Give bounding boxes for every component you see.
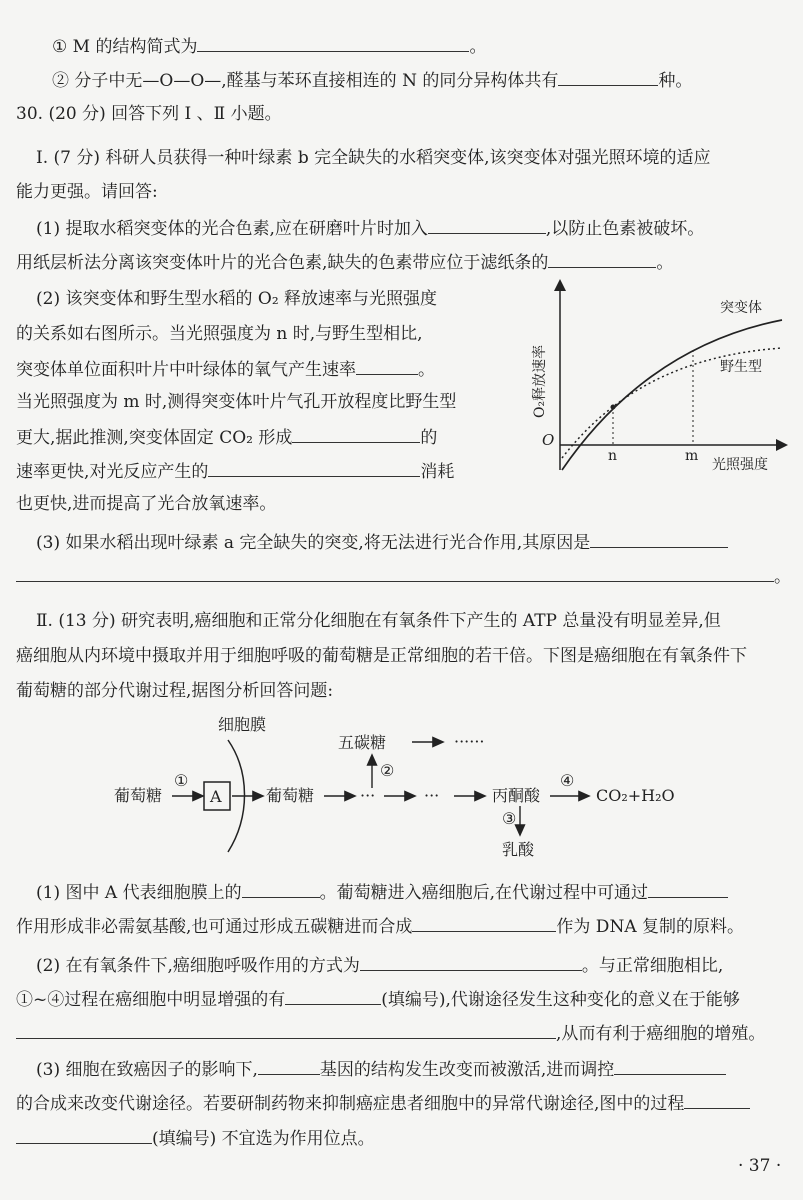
part2-intro-cont: 癌细胞从内环境中摄取并用于细胞呼吸的葡萄糖是正常细胞的若干倍。下图是癌细胞在有氧条件下 bbox=[16, 646, 747, 666]
line-text: ① M 的结构简式为 bbox=[52, 37, 198, 57]
t-question-1 bbox=[36, 880, 728, 904]
metabolic-pathway-diagram bbox=[100, 712, 700, 862]
answer-blank[interactable] bbox=[558, 68, 658, 86]
line-text: 的合成来改变代谢途径。若要研制药物来抑制癌症患者细胞中的异常代谢途径,图中的过程 bbox=[16, 1094, 685, 1114]
line-text: 。 bbox=[469, 37, 487, 57]
line-text: 消耗 bbox=[420, 462, 455, 482]
step-2-label: ② bbox=[380, 761, 395, 780]
sub-question-2-line bbox=[16, 425, 437, 449]
line-text: 种。 bbox=[658, 71, 693, 91]
question-line-1 bbox=[52, 34, 486, 58]
o2-release-graph bbox=[520, 270, 795, 480]
line-text: ② 分子中无—O—O—,醛基与苯环直接相连的 N 的同分异构体共有 bbox=[52, 71, 559, 91]
line-text: (2) 在有氧条件下,癌细胞呼吸作用的方式为 bbox=[36, 956, 360, 976]
tick-m: m bbox=[685, 448, 699, 464]
line-text: 速率更快,对光反应产生的 bbox=[16, 462, 209, 482]
line-text: (1) 图中 A 代表细胞膜上的 bbox=[36, 883, 242, 903]
part2-intro-cont: 葡萄糖的部分代谢过程,据图分析回答问题: bbox=[16, 681, 334, 701]
pentose-label: 五碳糖 bbox=[338, 733, 387, 752]
answer-blank[interactable] bbox=[648, 880, 728, 898]
answer-blank[interactable] bbox=[590, 530, 728, 548]
answer-blank[interactable] bbox=[285, 987, 381, 1005]
sub-question-2-line: 的关系如右图所示。当光照强度为 n 时,与野生型相比, bbox=[16, 324, 423, 344]
t-question-2 bbox=[36, 953, 723, 977]
answer-blank[interactable] bbox=[360, 953, 582, 971]
question-line-2 bbox=[52, 68, 692, 92]
line-text: 的 bbox=[420, 428, 438, 448]
products-label: CO₂+H₂O bbox=[596, 786, 675, 805]
line-text: 。与正常细胞相比, bbox=[581, 956, 724, 976]
sub-question-1 bbox=[36, 216, 704, 240]
origin-label: O bbox=[542, 431, 555, 449]
sub-question-2-line: 也更快,进而提高了光合放氧速率。 bbox=[16, 494, 277, 514]
line-text: 基因的结构发生改变而被激活,进而调控 bbox=[319, 1060, 615, 1080]
line-text: (填编号),代谢途径发生这种变化的意义在于能够 bbox=[381, 990, 740, 1010]
answer-blank[interactable] bbox=[684, 1091, 750, 1109]
answer-blank[interactable] bbox=[16, 1021, 556, 1039]
answer-blank[interactable] bbox=[614, 1057, 726, 1075]
question-30-heading: 30. (20 分) 回答下列 Ⅰ 、Ⅱ 小题。 bbox=[16, 104, 282, 124]
sub-question-3-cont bbox=[16, 564, 791, 588]
t-question-1-cont bbox=[16, 914, 744, 938]
line-text: 作用形成非必需氨基酸,也可通过形成五碳糖进而合成 bbox=[16, 917, 413, 937]
x-axis-label: 光照强度 bbox=[712, 457, 768, 473]
line-text: (3) 细胞在致癌因子的影响下, bbox=[36, 1060, 258, 1080]
sub-question-2-line: 当光照强度为 m 时,测得突变体叶片气孔开放程度比野生型 bbox=[16, 392, 457, 412]
line-text: (1) 提取水稻突变体的光合色素,应在研磨叶片时加入 bbox=[36, 219, 428, 239]
t-question-2-cont bbox=[16, 1021, 765, 1045]
line-text: ①~④过程在癌细胞中明显增强的有 bbox=[16, 990, 286, 1010]
line-text: (填编号) 不宜选为作用位点。 bbox=[152, 1129, 375, 1149]
sub-question-2: (2) 该突变体和野生型水稻的 O₂ 释放速率与光照强度 bbox=[36, 289, 438, 309]
pyruvate-label: 丙酮酸 bbox=[492, 786, 541, 805]
page-number: · 37 · bbox=[738, 1156, 782, 1176]
line-text: 。 bbox=[774, 567, 791, 587]
t-question-3-cont bbox=[16, 1126, 375, 1150]
line-text: (3) 如果水稻出现叶绿素 a 完全缺失的突变,将无法进行光合作用,其原因是 bbox=[36, 533, 591, 553]
y-axis-label: O₂释放速率 bbox=[532, 344, 548, 418]
answer-blank[interactable] bbox=[242, 880, 320, 898]
step-3-label: ③ bbox=[502, 809, 517, 828]
t-question-3 bbox=[36, 1057, 726, 1081]
answer-blank[interactable] bbox=[208, 459, 420, 477]
answer-blank[interactable] bbox=[16, 1126, 152, 1144]
line-text: 突变体单位面积叶片中叶绿体的氧气产生速率 bbox=[16, 360, 356, 380]
line-text: 。葡萄糖进入癌细胞后,在代谢过程中可通过 bbox=[319, 883, 648, 903]
line-text: 。 bbox=[418, 360, 435, 380]
answer-blank[interactable] bbox=[258, 1057, 320, 1075]
part1-intro: Ⅰ. (7 分) 科研人员获得一种叶绿素 b 完全缺失的水稻突变体,该突变体对强光照环境的适应 bbox=[36, 148, 711, 168]
wild-type-label: 野生型 bbox=[720, 359, 762, 375]
answer-blank[interactable] bbox=[548, 250, 656, 268]
part1-intro-cont: 能力更强。请回答: bbox=[16, 182, 158, 202]
transporter-label: A bbox=[210, 787, 222, 806]
line-text: 作为 DNA 复制的原料。 bbox=[556, 917, 744, 937]
answer-blank[interactable] bbox=[412, 914, 556, 932]
step-1-label: ① bbox=[174, 771, 189, 790]
line-text: 用纸层析法分离该突变体叶片的光合色素,缺失的色素带应位于滤纸条的 bbox=[16, 253, 549, 273]
line-text: ,从而有利于癌细胞的增殖。 bbox=[556, 1024, 766, 1044]
answer-blank[interactable] bbox=[16, 564, 774, 582]
answer-blank[interactable] bbox=[292, 425, 420, 443]
line-text: ,以防止色素被破坏。 bbox=[545, 219, 705, 239]
answer-blank[interactable] bbox=[356, 357, 418, 375]
part2-intro: Ⅱ. (13 分) 研究表明,癌细胞和正常分化细胞在有氧条件下产生的 ATP 总量没有明显差异,但 bbox=[36, 611, 721, 631]
intermediate-dots: ······ bbox=[454, 732, 485, 751]
glucose-inside-label: 葡萄糖 bbox=[266, 786, 315, 805]
glucose-outside-label: 葡萄糖 bbox=[114, 786, 163, 805]
tick-n: n bbox=[608, 448, 618, 464]
lactate-label: 乳酸 bbox=[502, 840, 535, 859]
membrane-label: 细胞膜 bbox=[218, 715, 267, 734]
step-4-label: ④ bbox=[560, 771, 575, 790]
sub-question-3 bbox=[36, 530, 728, 554]
mutant-curve bbox=[562, 320, 782, 470]
sub-question-2-line bbox=[16, 459, 454, 483]
answer-blank[interactable] bbox=[197, 34, 469, 52]
answer-blank[interactable] bbox=[428, 216, 546, 234]
line-text: 更大,据此推测,突变体固定 CO₂ 形成 bbox=[16, 428, 293, 448]
intermediate-dots: ··· bbox=[424, 786, 440, 805]
intermediate-dots: ··· bbox=[360, 786, 376, 805]
t-question-3-cont bbox=[16, 1091, 750, 1115]
mutant-label: 突变体 bbox=[720, 300, 762, 316]
sub-question-2-line bbox=[16, 357, 435, 381]
line-text: 。 bbox=[656, 253, 674, 273]
t-question-2-cont bbox=[16, 987, 740, 1011]
